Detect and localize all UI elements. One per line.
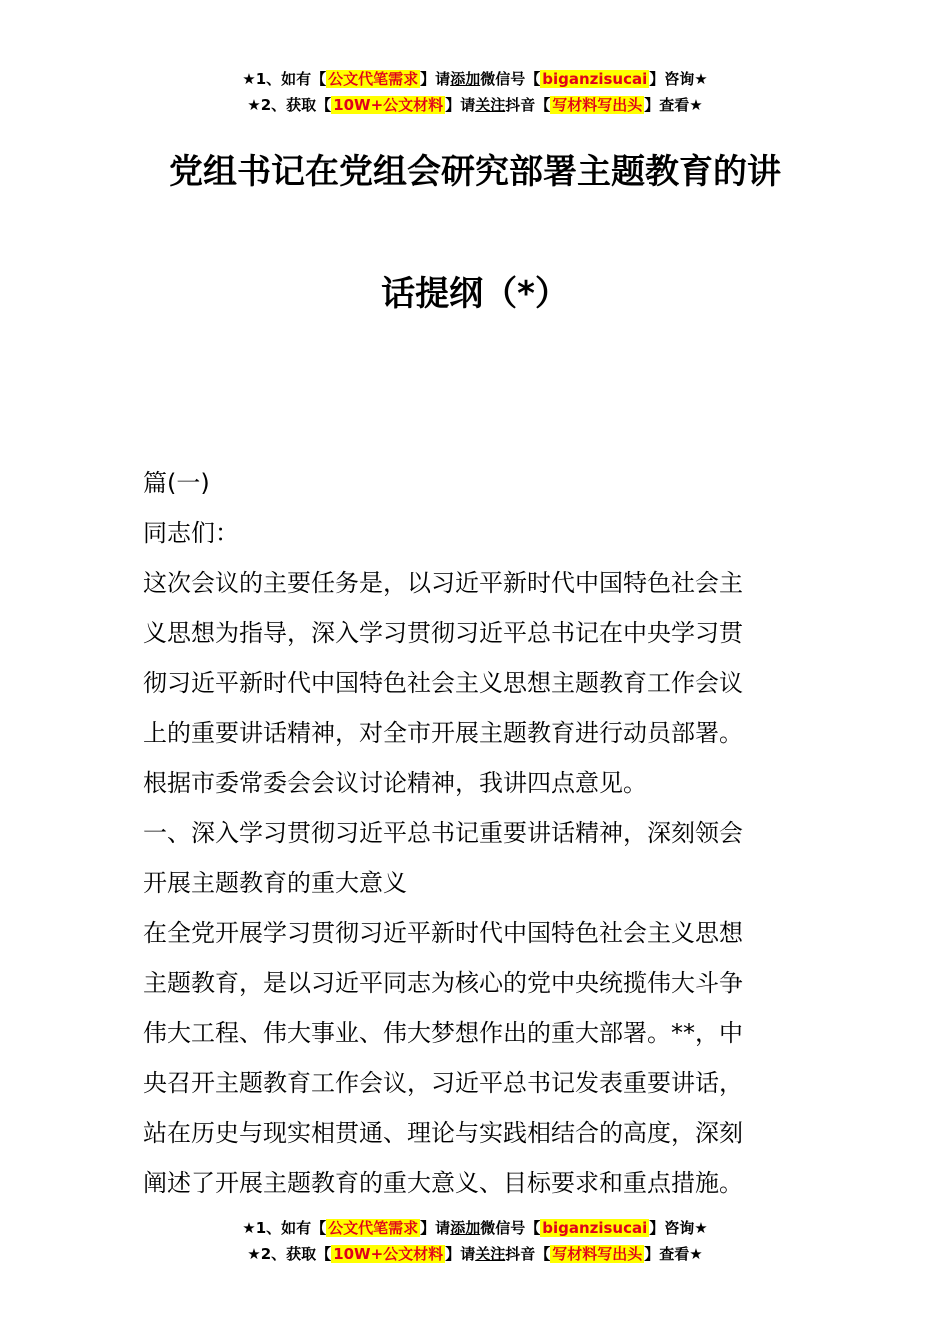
wechat-id-highlight: biganzisucai xyxy=(542,70,648,88)
promo-text: ★2、获取【 xyxy=(247,96,332,114)
promo-text: 】请 xyxy=(420,70,451,88)
header-promo-banner xyxy=(0,66,950,118)
promo-line-1 xyxy=(0,1215,950,1241)
document-title-line-2: 话提纲（*） xyxy=(381,274,569,314)
promo-text: 】查看★ xyxy=(644,1245,703,1263)
promo-text: 】咨询★ xyxy=(649,1219,708,1237)
promo-text: 抖音【 xyxy=(505,96,551,114)
body-line: 站在历史与现实相贯通、理论与实践相结合的高度，深刻 xyxy=(143,1119,743,1147)
body-line: 伟大工程、伟大事业、伟大梦想作出的重大部署。**，中 xyxy=(143,1019,743,1047)
section-heading: 一、深入学习贯彻习近平总书记重要讲话精神，深刻领会 xyxy=(143,819,743,847)
underlined-text: 添加 xyxy=(450,70,481,88)
body-line: 这次会议的主要任务是，以习近平新时代中国特色社会主 xyxy=(143,569,743,597)
highlight-text: 10W+公文材料 xyxy=(333,1245,444,1263)
underlined-text: 添加 xyxy=(450,1219,481,1237)
promo-text: 】请 xyxy=(445,96,476,114)
promo-text: ★1、如有【 xyxy=(242,1219,327,1237)
highlight-text: 公文代笔需求 xyxy=(328,1219,419,1237)
highlight-text: 公文代笔需求 xyxy=(328,70,419,88)
wechat-id-highlight: biganzisucai xyxy=(542,1219,648,1237)
promo-line-2 xyxy=(0,1241,950,1267)
body-line: 义思想为指导，深入学习贯彻习近平总书记在中央学习贯 xyxy=(143,619,743,647)
document-body xyxy=(143,458,823,1208)
body-line: 主题教育，是以习近平同志为核心的党中央统揽伟大斗争 xyxy=(143,969,743,997)
body-line: 在全党开展学习贯彻习近平新时代中国特色社会主义思想 xyxy=(143,919,743,947)
footer-promo-banner xyxy=(0,1215,950,1267)
promo-text: ★1、如有【 xyxy=(242,70,327,88)
promo-text: 】查看★ xyxy=(644,96,703,114)
promo-text: 抖音【 xyxy=(505,1245,551,1263)
body-line: 根据市委常委会会议讨论精神，我讲四点意见。 xyxy=(143,769,647,797)
underlined-text: 关注 xyxy=(475,96,506,114)
promo-text: ★2、获取【 xyxy=(247,1245,332,1263)
body-line: 阐述了开展主题教育的重大意义、目标要求和重点措施。 xyxy=(143,1169,743,1197)
promo-text: 】请 xyxy=(420,1219,451,1237)
body-line: 上的重要讲话精神，对全市开展主题教育进行动员部署。 xyxy=(143,719,743,747)
body-line: 央召开主题教育工作会议，习近平总书记发表重要讲话， xyxy=(143,1069,743,1097)
douyin-id-highlight: 写材料写出头 xyxy=(552,96,643,114)
document-title-line-1: 党组书记在党组会研究部署主题教育的讲 xyxy=(169,152,781,192)
body-line: 彻习近平新时代中国特色社会主义思想主题教育工作会议 xyxy=(143,669,743,697)
promo-line-2 xyxy=(0,92,950,118)
promo-text: 】请 xyxy=(445,1245,476,1263)
body-line: 篇(一) xyxy=(143,469,210,497)
promo-line-1 xyxy=(0,66,950,92)
section-heading: 开展主题教育的重大意义 xyxy=(143,869,407,897)
promo-text: 微信号【 xyxy=(480,1219,541,1237)
promo-text: 微信号【 xyxy=(480,70,541,88)
douyin-id-highlight: 写材料写出头 xyxy=(552,1245,643,1263)
body-line: 同志们： xyxy=(143,519,239,547)
promo-text: 】咨询★ xyxy=(649,70,708,88)
highlight-text: 10W+公文材料 xyxy=(333,96,444,114)
underlined-text: 关注 xyxy=(475,1245,506,1263)
